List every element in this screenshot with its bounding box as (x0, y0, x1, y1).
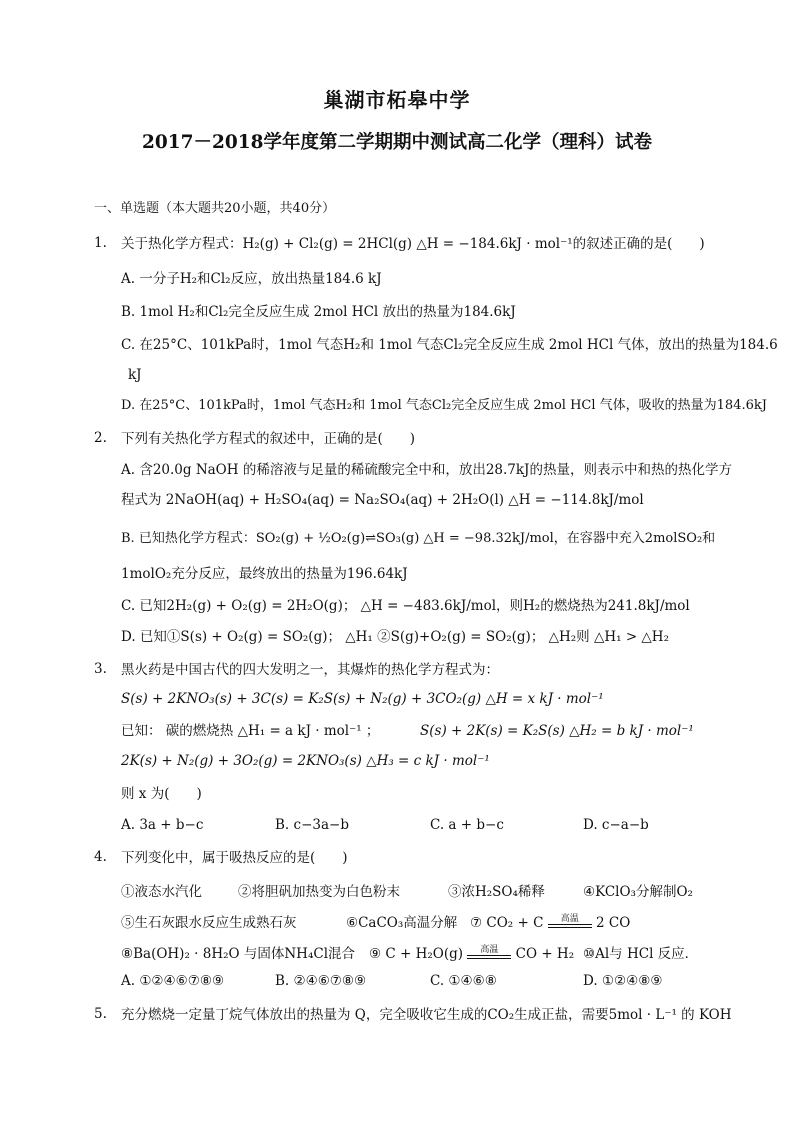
item-10: ⑩Al与 HCl 反应． (583, 946, 699, 962)
high-temp-condition: 高温 (548, 911, 592, 924)
option-d: D. c−a−b (583, 817, 649, 833)
question-number: 5. (94, 1006, 107, 1022)
option-d: D. 在25°C、101kPa时，1mol 气态H₂和 1mol 气态Cl₂完全反应生成 2mol HCl 气体，吸收的热量为184.6kJ (121, 398, 767, 413)
option-d: D. ①②④⑧⑨ (583, 973, 663, 989)
option-a: A. ①②④⑥⑦⑧⑨ (121, 973, 225, 989)
option-c-continued: kJ (128, 367, 142, 383)
question-stem: 关于热化学方程式：H₂(g) + Cl₂(g) = 2HCl(g) △H = −184.6kJ · mol⁻¹的叙述正确的是( ) (121, 236, 705, 252)
known-a: 已知： 碳的燃烧热 △H₁ = a kJ · mol⁻¹ ； (121, 723, 380, 739)
known-b: S(s) + 2K(s) = K₂S(s) △H₂ = b kJ · mol⁻¹ (420, 723, 694, 739)
question-number: 4. (94, 849, 107, 865)
option-c: C. ①④⑥⑧ (430, 973, 497, 989)
question-number: 1. (94, 235, 107, 251)
item-8: ⑧Ba(OH)₂ · 8H₂O 与固体NH₄Cl混合 (121, 946, 356, 962)
item-7-reactants: ⑦ CO₂ + C (470, 915, 544, 931)
equation-main: S(s) + 2KNO₃(s) + 3C(s) = K₂S(s) + N₂(g) + 3CO₂(g) △H = x kJ · mol⁻¹ (121, 691, 604, 707)
question-number: 2. (94, 430, 107, 446)
item-9-reactants: ⑨ C + H₂O(g) (369, 946, 464, 962)
item-7 (470, 911, 630, 931)
item-2: ②将胆矾加热变为白色粉末 (238, 884, 400, 900)
option-a-continued: 程式为 2NaOH(aq) + H₂SO₄(aq) = Na₂SO₄(aq) + 2H₂O(l) △H = −114.8kJ/mol (121, 492, 644, 508)
high-temp-condition: 高温 (467, 942, 511, 955)
option-a: A. 3a + b−c (121, 817, 204, 833)
option-b: B. 1mol H₂和Cl₂完全反应生成 2mol HCl 放出的热量为184.6kJ (121, 304, 516, 320)
option-c: C. a + b−c (430, 817, 504, 833)
item-3: ③浓H₂SO₄稀释 (448, 884, 545, 900)
item-4: ④KClO₃分解制O₂ (583, 884, 693, 900)
item-6: ⑥CaCO₃高温分解 (346, 915, 458, 931)
question-ask: 则 x 为( ) (121, 786, 202, 802)
option-a: A. 一分子H₂和Cl₂反应，放出热量184.6 kJ (121, 271, 382, 287)
exam-title: 2017－2018学年度第二学期期中测试高二化学（理科）试卷 (142, 132, 652, 153)
section-heading: 一、单选题（本大题共20小题，共40分） (94, 201, 336, 216)
option-b: B. c−3a−b (275, 817, 349, 833)
known-c: 2K(s) + N₂(g) + 3O₂(g) = 2KNO₃(s) △H₃ = c kJ · mol⁻¹ (121, 753, 490, 769)
option-c: C. 已知2H₂(g) + O₂(g) = 2H₂O(g)； △H = −483.6kJ/mol，则H₂的燃烧热为241.8kJ/mol (121, 598, 690, 614)
item-9 (369, 942, 574, 962)
school-title: 巢湖市柘皋中学 (323, 88, 471, 112)
item-1: ①液态水汽化 (121, 884, 202, 900)
question-number: 3. (94, 661, 107, 677)
option-a: A. 含20.0g NaOH 的稀溶液与足量的稀硫酸完全中和，放出28.7kJ的热量，则表示中和热的热化学方 (121, 462, 732, 478)
item-9-products: CO + H₂ (515, 946, 575, 962)
option-b-continued: 1molO₂充分反应，最终放出的热量为196.64kJ (121, 566, 408, 582)
option-b: B. ②④⑥⑦⑧⑨ (275, 973, 367, 989)
option-c: C. 在25°C、101kPa时，1mol 气态H₂和 1mol 气态Cl₂完全反应生成 2mol HCl 气体，放出的热量为184.6 (121, 337, 778, 353)
question-stem: 黑火药是中国古代的四大发明之一，其爆炸的热化学方程式为： (121, 662, 499, 678)
question-stem: 充分燃烧一定量丁烷气体放出的热量为 Q，完全吸收它生成的CO₂生成正盐，需要5mol · L⁻¹ 的 KOH (121, 1007, 732, 1023)
question-stem: 下列变化中，属于吸热反应的是( ) (121, 850, 348, 866)
item-7-products: 2 CO (596, 915, 631, 931)
item-5: ⑤生石灰跟水反应生成熟石灰 (121, 915, 297, 931)
option-b: B. 已知热化学方程式：SO₂(g) + ½O₂(g)⇌SO₃(g) △H = −98.32kJ/mol，在容器中充入2molSO₂和 (121, 531, 716, 546)
question-stem: 下列有关热化学方程式的叙述中，正确的是( ) (121, 431, 416, 447)
option-d: D. 已知①S(s) + O₂(g) = SO₂(g)； △H₁ ②S(g)+O₂(g) = SO₂(g)； △H₂则 △H₁ > △H₂ (121, 629, 669, 645)
